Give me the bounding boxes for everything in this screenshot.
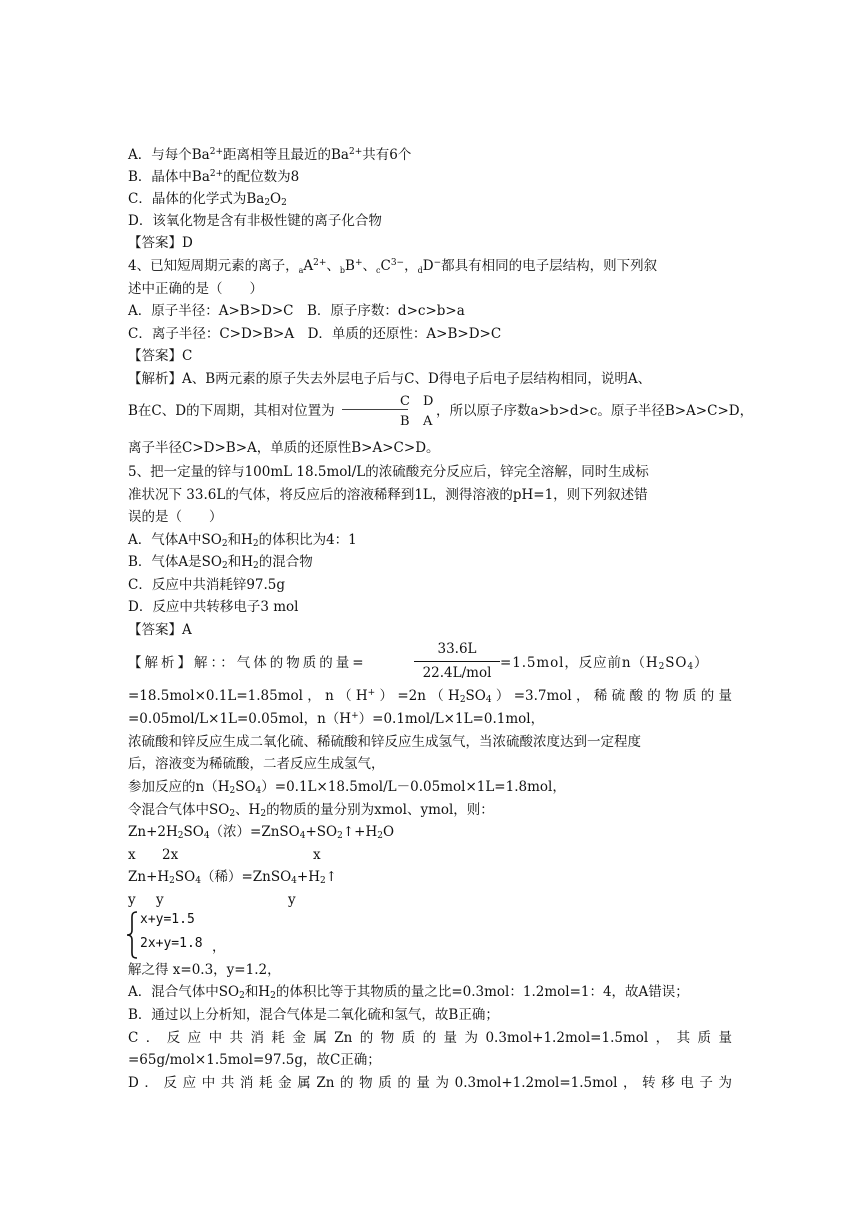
q3-option-c: C．晶体的化学式为$Ba_2O_2$ [128,191,287,208]
system-equation: x+y=1.5 [140,912,195,927]
q5-result-c-line1: C．反应中共消耗金属Zn的物质的量为0.3mol+1.2mol=1.5mol，其质量 [128,1030,732,1046]
equation-dilute-coef: y [156,892,164,908]
q5-solution-line4: 浓硫酸和锌反应生成二氧化硫、稀硫酸和锌反应生成氢气，当浓硫酸浓度达到一定程度 [128,734,641,750]
equation-dilute-coef: y [288,892,296,908]
q5-result-c-line2: =65g/mol×1.5mol=97.5g，故C正确； [128,1052,381,1068]
q4-analysis-line1: 【解析】A、B两元素的原子失去外层电子后与C、D得电子后电子层结构相同，说明A、 [128,371,652,387]
position-table-cell: B [400,414,410,429]
fraction-numerator: 33.6L [437,641,477,657]
system-equation-end: ， [212,939,226,955]
q5-option-c: C．反应中共消耗锌97.5g [128,577,286,593]
q5-stem-line2: 准状况下 33.6L的气体，将反应后的溶液稀释到1L，测得溶液的pH=1，则下列叙述错 [128,487,648,503]
fraction-bar [414,661,500,662]
position-table [342,392,442,432]
q4-stem-line2: 述中正确的是（ ） [128,281,263,297]
equation-dilute: $Zn+H_2SO_4$（稀）$=ZnSO_4+H_2↑$ [128,869,338,886]
q5-solution-line1-pre: 【解析】解：：气体的物质的量= [128,655,367,671]
left-brace-icon [126,910,140,960]
q5-option-b: B．气体A是$SO_2$和$H_2$的混合物 [128,554,313,571]
q4-options-cd: C．离子半径：C>D>B>A D．单质的还原性：A>B>D>C [128,326,502,342]
q3-option-b: B．晶体中$Ba^{2+}$的配位数为8 [128,169,300,185]
q5-stem-line1: 5、把一定量的锌与100mL 18.5mol/L的浓硫酸充分反应后，锌完全溶解，同时生成标 [128,464,649,480]
fraction [414,640,500,686]
q5-solution-line5: 后，溶液变为稀硫酸，二者反应生成氢气， [128,756,385,772]
q5-stem-line3: 误的是（ ） [128,509,223,525]
q4-options-ab: A．原子半径：A>B>D>C B．原子序数：d>c>b>a [128,303,465,319]
q3-option-d: D．该氧化物是含有非极性键的离子化合物 [128,213,382,229]
q5-option-d: D．反应中共转移电子3 mol [128,599,299,615]
q4-analysis-line2-post: ，所以原子序数a>b>d>c。原子半径B>A>C>D， [436,403,754,419]
position-table-cell: A [423,414,433,429]
q5-result-d-line1: D．反应中共消耗金属Zn的物质的量为0.3mol+1.2mol=1.5mol，转移电子为 [128,1075,732,1091]
q3-option-a: A．与每个$Ba^{2+}$距离相等且最近的$Ba^{2+}$共有6个 [128,147,412,163]
q5-solution-line6: 参加反应的$n(H_2SO_4)=0.1L\times 18.5mol/L-0.05mol\times 1L=1.8mol$， [128,779,566,796]
q5-answer: 【答案】A [128,622,192,638]
q5-solve-line: 解之得 x=0.3，y=1.2， [128,962,281,978]
q4-analysis-line3: 离子半径C>D>B>A，单质的还原性B>A>C>D。 [128,440,440,456]
q4-analysis-line2-pre: B在C、D的下周期，其相对位置为 [128,403,335,419]
q5-option-a: A．气体A中$SO_2$和$H_2$的体积比为4：1 [128,532,357,549]
q5-solution-line7: 令混合气体中$SO_2$、$H_2$的物质的量分别为xmol、ymol，则： [128,802,494,819]
equation-dilute-coef: y [128,892,136,908]
equation-concentrated-coef: x [313,847,321,863]
q5-solution-line1-post: =1.5mol，反应前$n(H_2SO_4)$ [500,655,709,672]
equation-concentrated-coef: x [128,847,136,863]
equation-concentrated: $Zn+2H_2SO_4$（浓）$=ZnSO_4+SO_2↑+H_2O$ [128,824,395,841]
q5-solution-line2: =18.5mol×0.1L=1.85mol，$n(H^+)=2n(H_2SO_4)=3.7mol$，稀硫酸的物质的量 [128,688,732,705]
equation-system [126,910,236,960]
q5-solution-line3: =0.05mol/L×1L=0.05mol，n（H+）=0.1mol/L×1L=0.1mol， [128,711,545,727]
equation-concentrated-coef: 2x [162,847,179,863]
q5-result-a: A．混合气体中$SO_2$和$H_2$的体积比等于其物质的量之比=0.3mol：1.2mol=1：4，故A错误； [128,984,689,1001]
position-table-cell: C [400,394,410,409]
position-table-cell: D [423,394,434,409]
q4-stem-line1: 4、已知短周期元素的离子，$_aA^{2+}$、$_b$B+、$_cC^{3-}$，$_d$D−都具有相同的电子层结构，则下列叙 [128,258,658,275]
q4-answer: 【答案】C [128,348,193,364]
q3-answer: 【答案】D [128,235,193,251]
fraction-denominator: 22.4L/mol [422,665,492,681]
system-equation: 2x+y=1.8 [140,936,203,951]
position-table-line [342,409,408,410]
q5-result-b: B．通过以上分析知，混合气体是二氧化硫和氢气，故B正确； [128,1007,499,1023]
